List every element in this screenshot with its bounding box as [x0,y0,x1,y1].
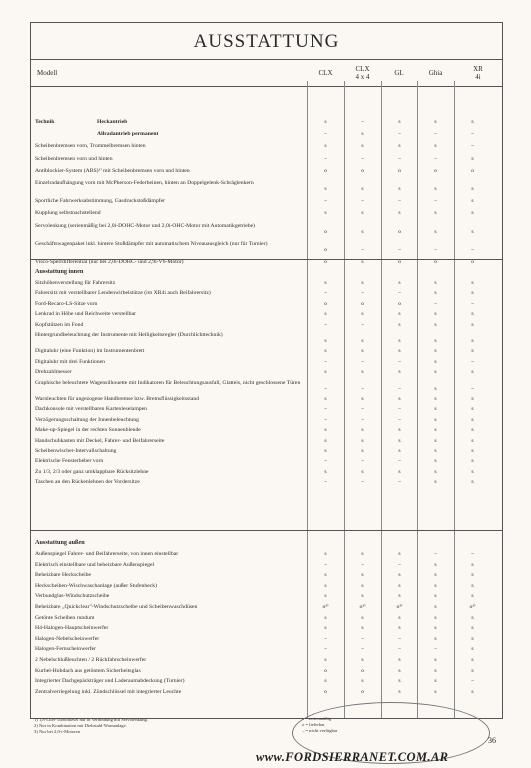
row-value: s [434,427,437,434]
row-value: – [398,561,401,568]
row-value: s [471,210,474,217]
row-value: s [398,468,401,475]
row-value: – [434,551,437,557]
row-value: – [398,416,401,423]
row-value: – [398,131,401,138]
row-label: Außenspiegel Fahrer- und Beifahrerseite, von innen einstellbar [35,551,179,557]
column-header-modell: Modell [37,69,58,77]
row-value: – [434,646,437,653]
row-value: o [324,688,327,695]
row-label: Kupplung selbstnachstellend [35,210,101,217]
row-value: – [398,155,401,162]
row-value: – [361,358,364,365]
column-header-col-3: GL [394,69,404,77]
section-2 [31,259,502,531]
row-value: o [324,228,327,235]
row-value: – [361,561,364,568]
row-value: s [398,348,401,355]
row-label: Getönte Scheiben rundum [35,614,95,621]
footnotes [34,717,148,735]
row-label: Dachkonsole mit verstellbaren Kartenleselampen [35,406,147,413]
section-title: Ausstattung außen [35,539,85,546]
row-value: s [324,593,327,600]
row-value: s [324,614,327,621]
watermark: www.FORDSIERRANET.COM.AR [256,750,449,764]
row-value: – [434,198,437,205]
row-value: s [398,396,401,402]
row-value: – [324,561,327,568]
row-value: s [471,338,474,344]
row-value: – [434,246,437,253]
row-value: s [398,593,401,600]
section-3 [31,530,502,719]
row-value: – [398,458,401,465]
row-value: s [324,280,327,286]
row-value: s [434,311,437,318]
row-value: s [361,468,364,475]
row-value: s [361,311,364,318]
row-value: s [471,348,474,355]
row-label: Digitaluhr mit drei Funktionen [35,358,105,365]
row-value: s [361,678,364,685]
row-value: s [361,448,364,454]
row-label: Zentralverriegelung inkl. Zündschlüssel mit integrierter Leuchte [35,688,182,695]
row-value: s [324,369,327,376]
row-value: s [471,280,474,286]
row-value: s [361,396,364,402]
row-value: s [398,572,401,579]
row-value: s [471,290,474,297]
row-value: s [471,657,474,663]
row-value: s [471,572,474,579]
row-value: o [398,259,401,265]
row-value: s [434,468,437,475]
row-value: – [361,198,364,205]
row-value: s [324,143,327,150]
row-value: s [471,468,474,475]
row-label: Servolenkung (serienmäßig bei 2,0i-DOHC-Motor und 2,0i-OHC-Motor mit Automatikgetriebe) [35,222,256,229]
row-value: s [398,614,401,621]
row-value: s [434,406,437,413]
row-value: s [434,593,437,600]
row-value: – [324,155,327,162]
row-value: s [434,582,437,589]
row-label: Technik [35,119,55,125]
row-label: Beheizbare „Quickclear"-Windschutzscheibe und Scheibenwaschdüsen [35,604,198,610]
row-value: – [324,479,327,486]
row-value: – [361,479,364,486]
row-value: s [398,427,401,434]
row-value: s [434,448,437,454]
row-value: – [361,458,364,465]
row-value: – [361,385,364,392]
row-value: s [434,688,437,695]
row-value: s [434,358,437,365]
footnote-2: 2) Nur in Kombination mit Diebstahl-Warnanlage. [34,723,127,728]
row-value: – [434,300,437,307]
row-value: s [361,348,364,355]
row-value: s [324,311,327,318]
row-label: Halogen-Fernscheinwerfer [35,646,96,653]
row-value: s [398,119,401,125]
row-value: o³⁾ [322,604,329,610]
row-label: Sitzhöhenverstellung für Fahrersitz [35,280,116,286]
row-value: s [434,396,437,402]
row-value: s [361,572,364,579]
row-value: o [324,667,327,674]
row-label: Antiblockier-System (ABS)¹⁾ mit Scheibenbremsen vorn und hinten [35,167,190,174]
row-value: – [471,131,474,138]
row-value: s [361,625,364,632]
row-value: s [434,228,437,235]
row-value: s [361,131,364,138]
row-value: – [398,198,401,205]
row-label: Verbundglas-Windschutzscheibe [35,593,110,600]
row-value: s [361,338,364,344]
row-value: – [324,458,327,465]
row-value: – [361,646,364,653]
row-value: o [434,259,437,265]
row-value: s [434,614,437,621]
row-label: Halogen-Nebelscheinwerfer [35,635,100,642]
row-value: s [471,646,474,653]
row-label: Heckscheiben-Wischwaschanlage (außer Stufenheck) [35,582,157,589]
row-value: – [361,406,364,413]
row-value: – [324,358,327,365]
row-label: Kurbel-Hubdach aus getöntem Sicherheitsglas [35,667,141,674]
row-value: – [324,635,327,642]
row-value: s [398,657,401,663]
row-label: 2 Nebelschlußleuchten / 2 Rückfahrscheinwerfer [35,657,147,663]
row-label: Integrierter Dachgepäckträger und Laderaumabdeckung (Turnier) [35,678,185,685]
row-value: s [471,311,474,318]
row-value: s [471,321,474,328]
row-value: s [324,396,327,402]
row-sublabel: Allradantrieb permanent [97,131,159,138]
row-value: s [361,437,364,444]
row-value: – [398,479,401,486]
section-1 [31,81,502,265]
row-label: Hintergrundbeleuchtung der Instrumente mit Helligkeitsregler (Durchlichttechnik) [35,332,223,338]
row-value: s [434,385,437,392]
row-value: s [434,416,437,423]
row-value: s [324,572,327,579]
row-label: Sportliche Fahrwerksabstimmung, Gasdruckstoßdämpfer [35,198,165,205]
row-value: s [398,625,401,632]
footnote-3: 3) Nur bei 2,0-i-Motoren [34,729,80,734]
row-label: Kopfstützen im Fond [35,321,84,328]
row-value: s [471,186,474,192]
row-value: s [324,210,327,217]
row-label: Elektrisch einstellbare und beheizbare Außenspiegel [35,561,155,568]
row-value: – [324,290,327,297]
legend [302,716,337,734]
row-value: – [324,131,327,138]
row-value: s [361,186,364,192]
row-value: – [398,385,401,392]
row-value: s [398,448,401,454]
row-value: o³⁾ [396,604,403,610]
row-value: s [471,228,474,235]
row-value: s [434,280,437,286]
row-value: s [398,369,401,376]
row-value: s [398,338,401,344]
row-value: s [471,635,474,642]
row-value: s [434,458,437,465]
row-value: s [471,396,474,402]
row-value: s [398,582,401,589]
row-value: s [324,186,327,192]
column-header-col-5: XR 4i [473,65,483,81]
row-label: Drehzahlmesser [35,369,72,376]
row-label: Ford-Recaro-LS-Sitze vorn [35,300,98,307]
row-value: s [434,635,437,642]
row-value: s [434,479,437,486]
row-label: Verzögerungsschaltung der Innenbeleuchtung [35,416,139,423]
row-value: s [471,416,474,423]
row-value: s [398,143,401,150]
row-value: – [361,416,364,423]
row-label: Scheibenwischer-Intervallschaltung [35,448,117,454]
row-value: s [398,667,401,674]
row-value: s [324,427,327,434]
row-label: Warnleuchten für angezogene Handbremse bzw. Bremsflüssigkeitsstand [35,396,200,402]
row-value: s [398,280,401,286]
row-value: s [361,593,364,600]
row-value: – [471,300,474,307]
row-value: – [398,406,401,413]
row-value: s [361,210,364,217]
row-value: s [434,561,437,568]
row-value: o [398,228,401,235]
row-value: s [434,604,437,610]
row-value: s [434,657,437,663]
row-value: s [398,210,401,217]
row-value: o [361,167,364,174]
row-value: s [398,551,401,557]
row-value: – [434,131,437,138]
row-value: o [324,167,327,174]
row-label: Fahrersitz mit verstellbarer Lendenwirbelstütze (im XR4i auch Beifahrersitz) [35,290,211,297]
row-value: s [361,369,364,376]
row-value: s [434,572,437,579]
row-value: – [471,246,474,253]
row-value: s [471,458,474,465]
row-value: s [471,406,474,413]
row-value: s [398,437,401,444]
spec-table [30,22,503,719]
row-label: Geschäftswagenpaket inkl. hintere Stoßdämpfer mit automatischem Niveauausgleich (nur für Turnier) [35,240,268,247]
page-number: 36 [488,736,496,745]
row-value: – [398,358,401,365]
row-value: s [361,427,364,434]
row-value: s [471,625,474,632]
row-value: s [361,614,364,621]
row-value: o³⁾ [359,604,366,610]
row-value: s [471,437,474,444]
section-title: Ausstattung innen [35,268,84,275]
row-value: – [361,246,364,253]
column-header-col-1: CLX [318,69,333,77]
row-value: – [434,155,437,162]
row-value: o [324,246,327,253]
row-value: o [361,300,364,307]
row-value: s [398,678,401,685]
row-value: o [361,688,364,695]
row-value: – [324,416,327,423]
row-value: o [398,300,401,307]
row-value: – [471,551,474,557]
row-value: s [434,338,437,344]
row-value: s [398,321,401,328]
row-value: s [361,228,364,235]
row-value: – [361,635,364,642]
row-value: s [471,427,474,434]
row-value: – [398,635,401,642]
row-value: s [324,551,327,557]
page-title: AUSSTATTUNG [31,23,502,60]
row-value: – [471,358,474,365]
row-sublabel: Heckantrieb [97,119,128,125]
row-value: s [324,338,327,344]
row-value: s [434,348,437,355]
row-value: s [471,614,474,621]
row-label: Graphische beleuchtete Wagensilhouette mit Indikatoren für Beleuchtungsausfall, Glatteis, nicht geschlossene Türen [35,379,301,386]
row-value: s [398,688,401,695]
row-value: o [324,300,327,307]
row-value: s [361,280,364,286]
row-label: Einzelradaufhängung vorn mit McPherson-Federbeinen, hinten an Doppelgelenk-Schräglenkern [35,180,254,186]
row-value: o [434,167,437,174]
row-value: – [361,321,364,328]
legend-serienmaessig: s = serienmäßig [302,716,332,721]
row-label: Beheizbare Heckscheibe [35,572,92,579]
row-value: o [471,259,474,265]
row-value: s [471,369,474,376]
row-value: – [324,406,327,413]
row-label: Scheibenbremsen vorn und hinten [35,155,113,162]
row-label: Elektrische Fensterheber vorn [35,458,104,465]
row-value: o [324,259,327,265]
footnote-1: 1) 1,8-Liter-Turbodiesel nur in Verbindung mit Servolenkung. [34,717,148,722]
row-value: – [324,385,327,392]
row-value: s [324,348,327,355]
row-value: – [398,290,401,297]
row-value: s [471,561,474,568]
row-value: s [324,678,327,685]
row-value: – [324,198,327,205]
legend-nicht-verfuegbar: – = nicht verfügbar [302,728,338,733]
row-value: – [398,646,401,653]
row-value: – [398,246,401,253]
row-value: s [434,437,437,444]
row-value: o²⁾ [469,604,476,610]
row-value: – [471,678,474,685]
column-header-col-4: Ghia [428,69,443,77]
row-value: s [324,657,327,663]
row-label: Make-up-Spiegel in der rechten Sonnenblende [35,427,141,434]
row-value: – [361,119,364,125]
row-value: s [471,119,474,125]
row-value: s [398,186,401,192]
row-value: s [324,625,327,632]
row-value: s [471,155,474,162]
row-value: – [324,646,327,653]
row-value: – [361,290,364,297]
row-value: s [361,551,364,557]
row-value: – [471,143,474,150]
row-value: s [324,119,327,125]
row-value: s [324,582,327,589]
row-label: Taschen an den Rückenlehnen der Vordersitze [35,479,140,486]
row-label: Zu 1/3, 2/3 oder ganz umklappbare Rücksitzlehne [35,468,149,475]
row-value: – [324,321,327,328]
row-value: o [398,167,401,174]
row-value: s [324,468,327,475]
row-value: s [471,479,474,486]
row-value: s [434,625,437,632]
row-value: s [361,143,364,150]
row-value: s [361,657,364,663]
row-value: s [434,321,437,328]
column-header-col-2: CLX 4 x 4 [355,65,370,81]
row-value: s [434,667,437,674]
row-label: Digitaluhr (eine Funktion) im Instrumentenbrett [35,348,145,355]
row-value: s [471,688,474,695]
row-value: s [471,448,474,454]
row-value: – [361,155,364,162]
row-value: s [434,290,437,297]
row-label: Lenkrad in Höhe und Reichweite verstellbar [35,311,136,318]
row-value: s [434,369,437,376]
row-label: Handschuhkasten mit Deckel, Fahrer- und Beifahrerseite [35,437,165,444]
row-value: o [471,167,474,174]
row-value: s [471,582,474,589]
row-value: s [324,437,327,444]
row-value: s [324,448,327,454]
row-value: s [434,186,437,192]
row-label: Visco-Sperrdifferential (nur bei 2,0i-DOHC- und 2,9i-V6-Motor) [35,259,184,265]
legend-lieferbar: o = lieferbar [302,722,325,727]
row-value: s [434,210,437,217]
row-value: s [398,311,401,318]
row-value: s [471,593,474,600]
row-value: s [434,678,437,685]
row-value: s [434,143,437,150]
row-value: s [361,582,364,589]
row-value: s [471,198,474,205]
row-label: Scheibenbremsen vorn, Trommelbremsen hinten [35,143,146,150]
row-value: – [471,385,474,392]
row-value: o [361,667,364,674]
row-value: s [434,119,437,125]
row-value: s [471,667,474,674]
row-value: s [361,259,364,265]
row-label: H4-Halogen-Hauptscheinwerfer [35,625,109,632]
